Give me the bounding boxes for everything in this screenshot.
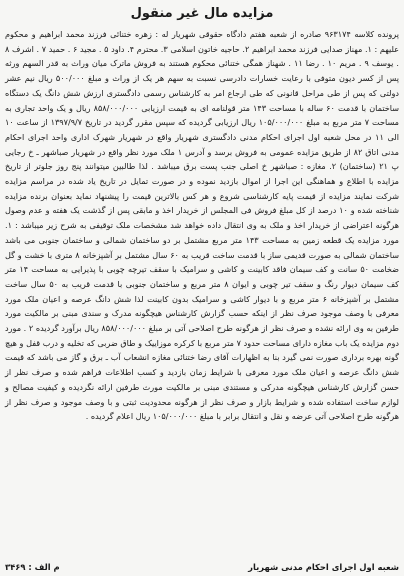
notice-code-value: ۳۴۶۹ (5, 562, 26, 572)
notice-body: پرونده کلاسه ۹۶۳۱۷۴ صادره از شعبه هفتم دادگاه حقوقی شهریار له : زهره ختنائی فرزند محمد ابراهیم و محکوم علیهم : ۱. مهناز صدایی فرزند محمد ابراهیم ۲. حاجیه خاتون اسلامی ۳. محترم ۴. داود ۵ . مجید ۶ . حمید ۷ . اشرف ۸ . یوسف ۹ . مریم ۱۰ . رضا ۱۱ . شهناز همگی ختنائی محکوم هستند به فروش ماترک میان وراث به قدر السهم ورثه پس از کسر دیون متوفی با رعایت خسارات دادرسی نسبت به سهم هر یک از وراث و مبلغ ۵۰۰/۰۰۰ ریال نیم عشر دولتی که پس از طی مراحل قانونی که طی ارجاع امر به کارشناس رسمی دادگستری ارزش شش دانگ یک دستگاه ساختمان با قدمت ۶۰ ساله با مساحت ۱۴۳ متر قولنامه ای به قیمت ارزیابی ۸۵۸/۰۰۰/۰۰۰ ریال و یک واحد تجاری به مساحت ۷ متر مربع به مبلغ ۱۰۵/۰۰۰/۰۰۰ ریال ارزیابی گردیده که سپس مقرر گردید در تاریخ ۱۳۹۷/۹/۷ از ساعت ۱۰ الی ۱۱ در محل شعبه اول اجرای احکام مدنی دادگستری شهریار واقع در شهریار شهرک اداری واحد اجرای احکام مدنی اتاق ۸۲ از طریق مزایده عمومی به فروش برسد و آدرس ۱ ملک مورد نظر واقع در شهریار صباشهر ـ خ رجایی پ ۲۱ (ساختمان) ۲. مغازه : صباشهر خ اصلی جنب پست برق میباشد . لذا طالبین میتوانند پنج روز جلوتر از تاریخ مزایده با اطلاع و هماهنگی این اجرا از اموال بازدید نموده و در صورت تمایل در تاریخ یاد شده در مراسم مزایده شرکت نمایند مزایده از قیمت پایه کارشناسی شروع و هر کس بالاترین قیمت را پیشنهاد نماید بعنوان برنده مزایده شناخته شده و ۱۰ درصد از کل مبلغ فروش فی المجلس از خریدار اخذ و مابقی پس از گذشت یک هفته و عدم وصول هرگونه اعتراضی از خریدار اخذ و ملک به وی انتقال داده خواهد شد مشخصات ملک توقیفی به شرح زیر میباشد : ۱. مورد مزایده یک قطعه زمین به مساحت ۱۴۳ متر مربع مشتمل بر دو ساختمان شمالی و ساختمان جنوبی می باشد ساختمان شمالی به صورت قدیمی ساز با قدمت ساخت قریب به ۶۰ سال مشتمل بر آشپزخانه ۸ متری با خشت و گل ضخامت ۵۰ سانت و کف سیمان فاقد کابینت و کاشی و سرامیک با سقف تیرچه چوبی با پذیرایی به مساحت ۱۴ متر کف سیمان دیوار رنگ و سقف تیر چوبی و ایوان ۸ متر مربع و ساختمان جنوبی با قدمت قریب به ۵۰ سال ساخت مشتمل بر آشپزخانه ۶ متر مربع و با دیوار کاشی و سرامیک بدون کابینت لذا شش دانگ عرصه و اعیان ملک مورد معرفی با وصف موجود صرف نظر از اینکه حسب گزارش کارشناس هیچگونه مدرک و سندی مبنی بر مالکیت مورد طرفین به وی ارائه نشده و صرف نظر از هرگونه طرح اصلاحی آتی بر مبلغ ۸۵۸/۰۰۰/۰۰۰ ریال برآورد گردیده ۲ . مورد دوم مزایده یک باب مغازه دارای مساحت حدود ۷ متر مربع با کرکره موزاییک و طاق ضربی که تخلیه و درب قفل و هیچ گونه بهره برداری صورت نمی گیرد بنا به اظهارات آقای رضا ختنائی مغازه انشعاب آب ـ برق و گاز می باشد که قیمت شش دانگ عرصه و اعیان ملک مورد معرفی با شرایط زمان بازدید و کسب اطلاعات فراهم شده و صرف نظر از حسن گزارش کارشناس هیچگونه مدرکی و مستندی مبنی بر مالکیت مورث طرفین ارائه نگردیده و کیفیت مصالح و لوازم ساخت استفاده شده و شرایط بازار و صرف نظر از هرگونه محدودیت ثبتی و با وصف موجود و صرف نظر از هرگونه طرح اصلاحی آتی عرضه و نقل و انتقال برابر با مبلغ ۱۰۵/۰۰۰/۰۰۰ ریال اعلام گردیده . (5, 29, 400, 422)
issuer-signature: شعبه اول اجرای احکام مدنی شهریار (248, 562, 399, 572)
notice-footer (5, 560, 399, 574)
notice-code (5, 560, 60, 574)
notice-title: مزایده مال غیر منقول (130, 6, 274, 21)
notice-code-label: م الف : (28, 562, 60, 572)
